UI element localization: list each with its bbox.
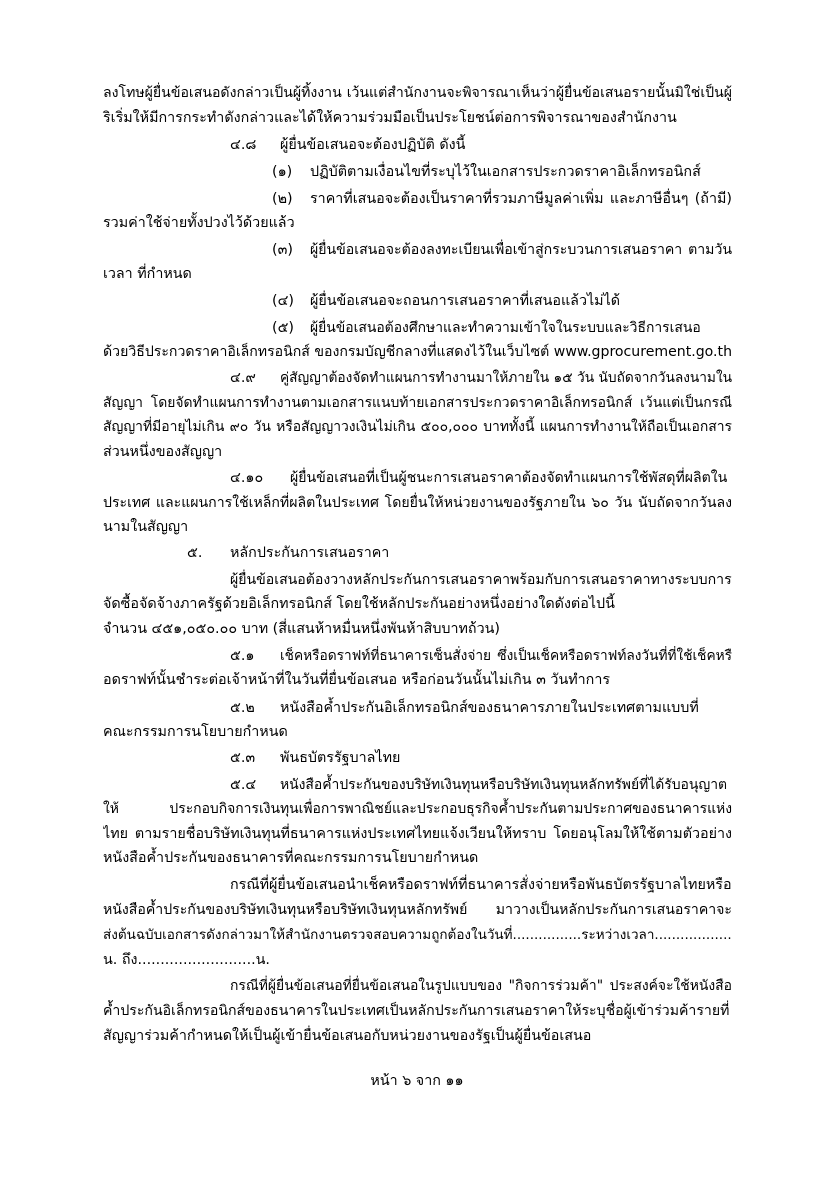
paragraph-line: ผู้ยื่นข้อเสนอจะต้องลงทะเบียนเพื่อเข้าสู่กระบวนการเสนอราคา ตามวัน — [310, 242, 732, 258]
guarantee-amount: จำนวน ๔๕๑,๐๕๐.๐๐ บาท (สี่แสนห้าหมื่นหนึ่งพันห้าสิบบาทถ้วน) — [103, 621, 500, 637]
paragraph-line: สัญญาที่มีอายุไม่เกิน ๙๐ วัน หรือสัญญาวงเงินไม่เกิน ๕๐๐,๐๐๐ บาททั้งนี้ แผนการทำงานให้ถือเป็นเอกสาร — [103, 419, 732, 435]
paragraph-line: หนังสือค้ำประกันอิเล็กทรอนิกส์ของธนาคารภายในประเทศตามแบบที่ — [280, 700, 699, 716]
paragraph-line: ปฏิบัติตามเงื่อนไขที่ระบุไว้ในเอกสารประกวดราคาอิเล็กทรอนิกส์ — [310, 164, 701, 180]
paragraph-line: ค้ำประกันอิเล็กทรอนิกส์ของธนาคารในประเทศเป็นหลักประกันการเสนอราคาให้ระบุชื่อผู้เข้าร่วมค้ารายที่ — [103, 1003, 730, 1019]
paragraph-line: ประเทศ และแผนการใช้เหล็กที่ผลิตในประเทศ โดยยื่นให้หน่วยงานของรัฐภายใน ๖๐ วัน นับถัดจากวันลง — [103, 495, 732, 511]
item-number: (๑) — [272, 164, 293, 180]
clause-number: ๔.๙ — [230, 370, 256, 386]
paragraph-line: เวลา ที่กำหนด — [103, 266, 192, 282]
paragraph-line: อดราฟท์นั้นชำระต่อเจ้าหน้าที่ในวันที่ยื่นข้อเสนอ หรือก่อนวันนั้นไม่เกิน ๓ วันทำการ — [103, 672, 611, 688]
paragraph-line: ผู้ยื่นข้อเสนอจะถอนการเสนอราคาที่เสนอแล้วไม่ได้ — [310, 293, 621, 309]
item-number: (๔) — [272, 293, 294, 309]
paragraph-line: ส่งต้นฉบับเอกสารดังกล่าวมาให้สำนักงานตรวจสอบความถูกต้องในวันที่................ระหว่างเวลา.................. — [103, 927, 732, 943]
paragraph-line: ริเริ่มให้มีการกระทำดังกล่าวและได้ให้ความร่วมมือเป็นประโยชน์ต่อการพิจารณาของสำนักงาน — [103, 110, 677, 126]
clause-number: ๔.๑๐ — [230, 470, 264, 486]
paragraph-line: หนังสือค้ำประกันของธนาคารที่คณะกรรมการนโยบายกำหนด — [103, 850, 479, 866]
paragraph-line: ผู้ยื่นข้อเสนอที่เป็นผู้ชนะการเสนอราคาต้องจัดทำแผนการใช้พัสดุที่ผลิตใน — [290, 470, 728, 486]
paragraph-line: เช็คหรือดราฟท์ที่ธนาคารเซ็นสั่งจ่าย ซึ่งเป็นเช็คหรือดราฟท์ลงวันที่ที่ใช้เช็คหรื — [280, 648, 732, 664]
paragraph-line: ไทย ตามรายชื่อบริษัทเงินทุนที่ธนาคารแห่งประเทศไทยแจ้งเวียนให้ทราบ โดยอนุโลมให้ใช้ตามตัวอย่าง — [103, 826, 732, 842]
paragraph-line: ด้วยวิธีประกวดราคาอิเล็กทรอนิกส์ ของกรมบัญชีกลางที่แสดงไว้ในเว็บไซต์ www.gprocurement.go.th — [103, 344, 732, 360]
clause-number: ๕.๒ — [230, 700, 255, 716]
paragraph-line: พันธบัตรรัฐบาลไทย — [280, 750, 401, 766]
item-number: (๓) — [272, 242, 293, 258]
clause-number: ๕.๑ — [230, 648, 255, 664]
item-number: (๒) — [272, 191, 293, 207]
paragraph-line: ให้ ประกอบกิจการเงินทุนเพื่อการพาณิชย์และประกอบธุรกิจค้ำประกันตามประกาศของธนาคารแห่ง — [103, 801, 732, 817]
clause-number: ๕.๓ — [230, 750, 256, 766]
paragraph-line: กรณีที่ผู้ยื่นข้อเสนอที่ยื่นข้อเสนอในรูปแบบของ "กิจการร่วมค้า" ประสงค์จะใช้หนังสือ — [230, 978, 732, 994]
paragraph-line: คู่สัญญาต้องจัดทำแผนการทำงานมาให้ภายใน ๑๕ วัน นับถัดจากวันลงนามใน — [280, 370, 732, 386]
paragraph-line: ราคาที่เสนอจะต้องเป็นราคาที่รวมภาษีมูลค่าเพิ่ม และภาษีอื่นๆ (ถ้ามี) — [310, 191, 732, 207]
section-number: ๕. — [187, 545, 203, 561]
item-number: (๕) — [272, 320, 294, 336]
paragraph-line: จัดซื้อจัดจ้างภาครัฐด้วยอิเล็กทรอนิกส์ โดยใช้หลักประกันอย่างหนึ่งอย่างใดดังต่อไปนี้ — [103, 596, 615, 612]
paragraph-line: หนังสือค้ำประกันของบริษัทเงินทุนหรือบริษัทเงินทุนหลักทรัพย์ มาวางเป็นหลักประกันการเสนอราคาจะ — [103, 902, 732, 918]
page-number-footer: หน้า ๖ จาก ๑๑ — [370, 1073, 464, 1089]
paragraph-line: คณะกรรมการนโยบายกำหนด — [103, 724, 288, 740]
paragraph-line: น. ถึง..........................น. — [103, 952, 270, 968]
paragraph-line: ผู้ยื่นข้อเสนอต้องวางหลักประกันการเสนอราคาพร้อมกับการเสนอราคาทางระบบการ — [230, 572, 732, 588]
clause-heading: ผู้ยื่นข้อเสนอจะต้องปฏิบัติ ดังนี้ — [280, 137, 466, 153]
section-heading: หลักประกันการเสนอราคา — [230, 545, 390, 561]
paragraph-line: ลงโทษผู้ยื่นข้อเสนอดังกล่าวเป็นผู้ทิ้งงาน เว้นแต่สำนักงานจะพิจารณาเห็นว่าผู้ยื่นข้อเสนอรายนั้นมิใช่เป็นผู้ — [103, 85, 732, 101]
paragraph-line: หนังสือค้ำประกันของบริษัทเงินทุนหรือบริษัทเงินทุนหลักทรัพย์ที่ได้รับอนุญาต — [280, 777, 728, 793]
clause-number: ๕.๔ — [230, 777, 257, 793]
paragraph-line: ส่วนหนึ่งของสัญญา — [103, 444, 223, 460]
paragraph-line: กรณีที่ผู้ยื่นข้อเสนอนำเช็คหรือดราฟท์ที่ธนาคารสั่งจ่ายหรือพันธบัตรรัฐบาลไทยหรือ — [230, 877, 732, 893]
paragraph-line: สัญญาร่วมค้ากำหนดให้เป็นผู้เข้ายื่นข้อเสนอกับหน่วยงานของรัฐเป็นผู้ยื่นข้อเสนอ — [103, 1028, 592, 1044]
paragraph-line: ผู้ยื่นข้อเสนอต้องศึกษาและทำความเข้าใจในระบบและวิธีการเสนอ — [310, 320, 701, 336]
paragraph-line: รวมค่าใช้จ่ายทั้งปวงไว้ด้วยแล้ว — [103, 215, 295, 231]
paragraph-line: นามในสัญญา — [103, 519, 189, 535]
paragraph-line: สัญญา โดยจัดทำแผนการทำงานตามเอกสารแนบท้ายเอกสารประกวดราคาอิเล็กทรอนิกส์ เว้นแต่เป็นกรณี — [103, 395, 732, 411]
clause-number: ๔.๘ — [230, 137, 257, 153]
